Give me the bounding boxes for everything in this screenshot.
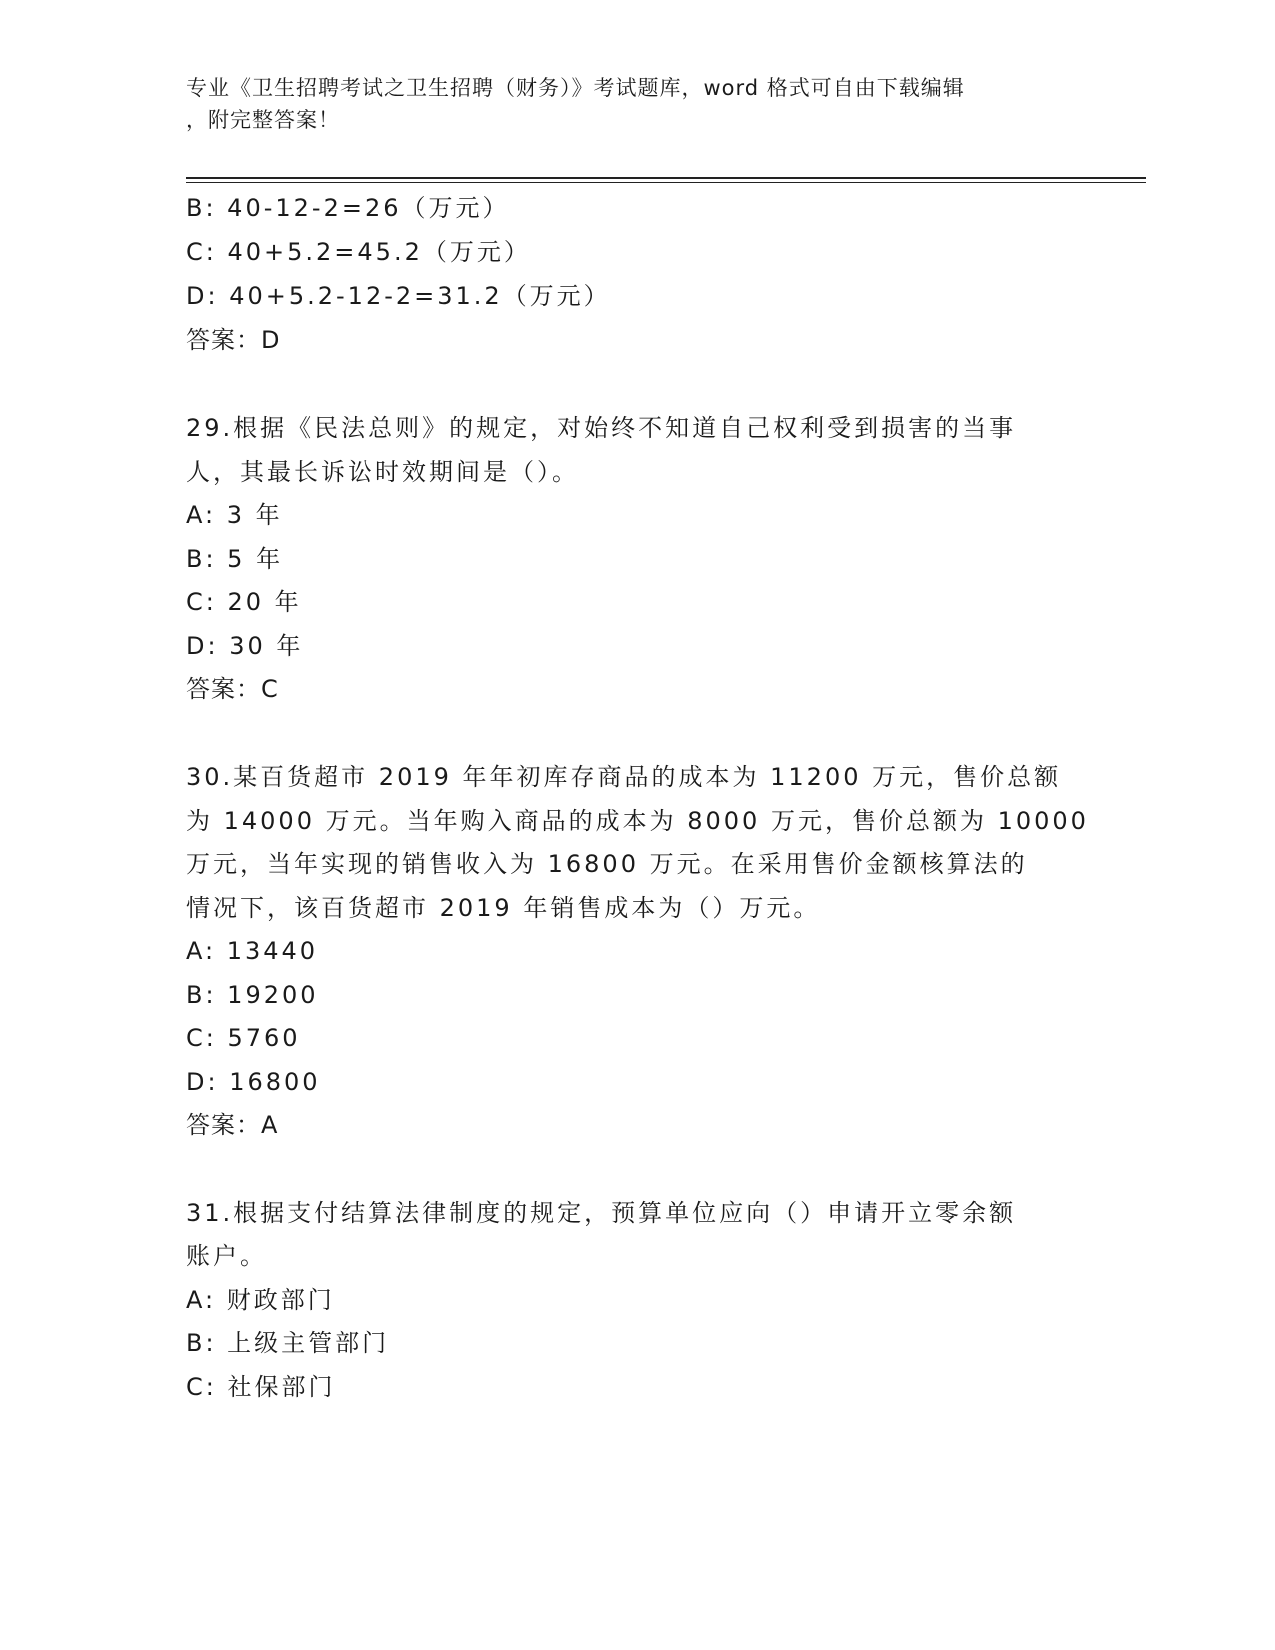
q29-option-b: B: 5 年 — [186, 545, 284, 573]
document-header — [186, 72, 1066, 136]
q30-option-b: B: 19200 — [186, 981, 319, 1009]
q31-option-c: C: 社保部门 — [186, 1373, 336, 1401]
q30-stem-line-2: 为 14000 万元。当年购入商品的成本为 8000 万元，售价总额为 10000 — [186, 807, 1089, 835]
q29-option-c: C: 20 年 — [186, 588, 302, 616]
q30-answer: 答案：A — [186, 1111, 279, 1139]
q28-answer: 答案：D — [186, 326, 281, 354]
q28-option-b: B: 40-12-2=26（万元） — [186, 194, 510, 222]
header-divider-thin — [186, 182, 1146, 183]
q30-option-d: D: 16800 — [186, 1068, 321, 1096]
q30-stem-line-3: 万元，当年实现的销售收入为 16800 万元。在采用售价金额核算法的 — [186, 850, 1028, 878]
q29-stem-line-1: 29.根据《民法总则》的规定，对始终不知道自己权利受到损害的当事 — [186, 414, 1017, 442]
q29-option-d: D: 30 年 — [186, 632, 304, 660]
q30-option-a: A: 13440 — [186, 937, 319, 965]
header-divider-thick — [186, 177, 1146, 179]
q29-option-a: A: 3 年 — [186, 501, 283, 529]
q31-stem-line-1: 31.根据支付结算法律制度的规定，预算单位应向（）申请开立零余额 — [186, 1199, 1017, 1227]
q30-stem-line-1: 30.某百货超市 2019 年年初库存商品的成本为 11200 万元，售价总额 — [186, 763, 1062, 791]
q31-option-a: A: 财政部门 — [186, 1286, 335, 1314]
header-line-1: 专业《卫生招聘考试之卫生招聘（财务）》考试题库，word 格式可自由下载编辑 — [186, 76, 965, 100]
q28-option-c: C: 40+5.2=45.2（万元） — [186, 238, 531, 266]
q30-option-c: C: 5760 — [186, 1024, 301, 1052]
q28-option-d: D: 40+5.2-12-2=31.2（万元） — [186, 282, 611, 310]
q31-stem-line-2: 账户。 — [186, 1242, 267, 1270]
q31-option-b: B: 上级主管部门 — [186, 1329, 390, 1357]
header-line-2: ，附完整答案！ — [186, 108, 340, 132]
q30-stem-line-4: 情况下，该百货超市 2019 年销售成本为（）万元。 — [186, 894, 821, 922]
q29-stem-line-2: 人，其最长诉讼时效期间是（）。 — [186, 458, 579, 486]
q29-answer: 答案：C — [186, 675, 279, 703]
